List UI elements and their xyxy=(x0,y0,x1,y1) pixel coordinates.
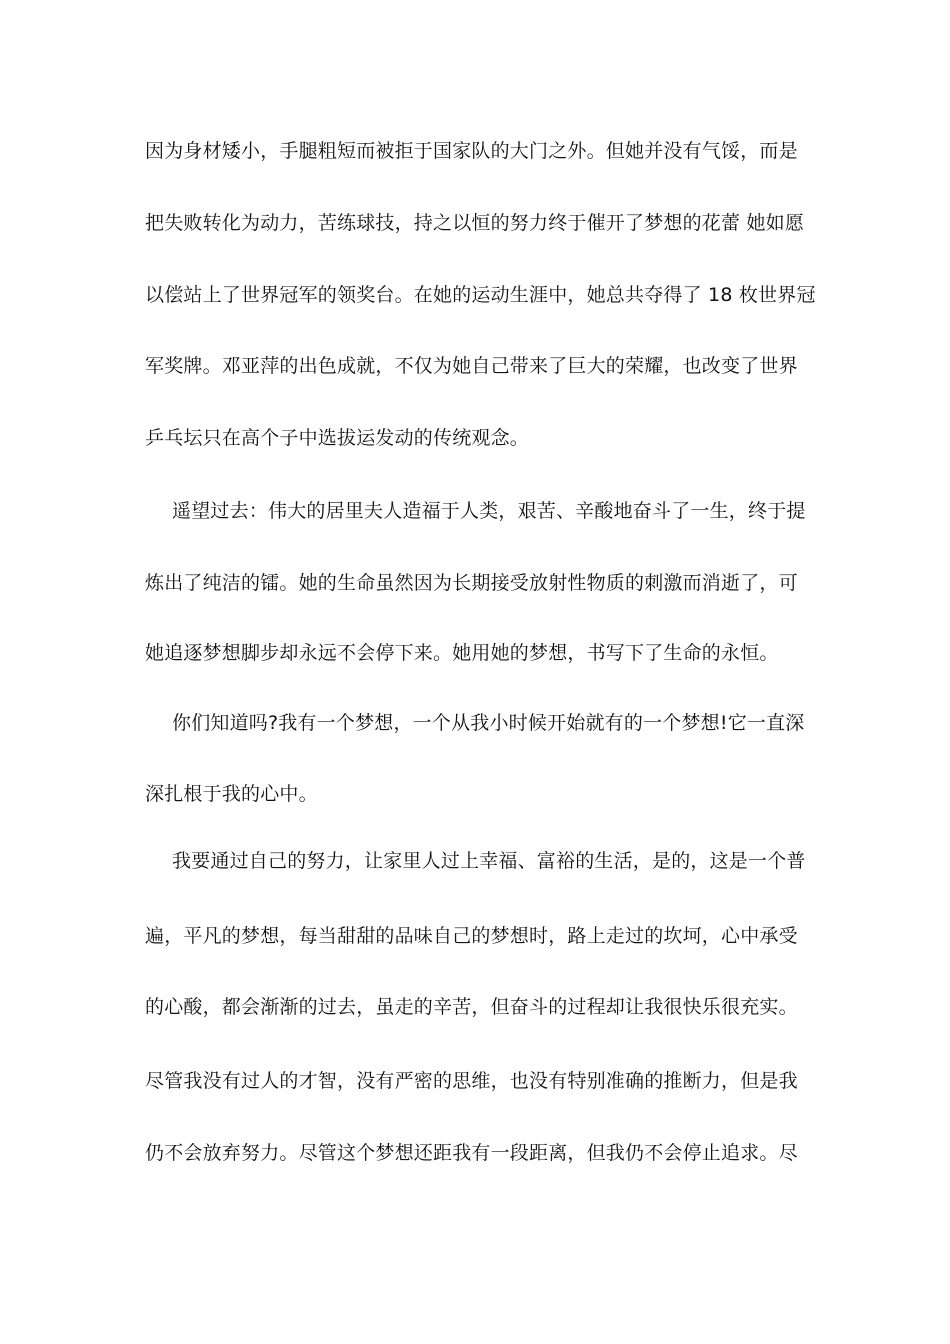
text-line: 因为身材矮小，手腿粗短而被拒于国家队的大门之外。但她并没有气馁，而是 xyxy=(145,140,798,162)
text-line: 尽管我没有过人的才智，没有严密的思维，也没有特别准确的推断力，但是我 xyxy=(145,1070,798,1092)
text-line: 深扎根于我的心中。 xyxy=(145,783,318,805)
text-line: 军奖牌。邓亚萍的出色成就，不仅为她自己带来了巨大的荣耀，也改变了世界 xyxy=(145,355,798,377)
text-line: 她追逐梦想脚步却永远不会停下来。她用她的梦想，书写下了生命的永恒。 xyxy=(145,642,779,664)
paragraph-start-line: 你们知道吗?我有一个梦想，一个从我小时候开始就有的一个梦想!它一直深 xyxy=(172,712,805,734)
text-line: 遍，平凡的梦想，每当甜甜的品味自己的梦想时，路上走过的坎坷，心中承受 xyxy=(145,925,798,947)
text-line: 仍不会放弃努力。尽管这个梦想还距我有一段距离，但我仍不会停止追求。尽 xyxy=(145,1142,798,1164)
text-line: 炼出了纯洁的镭。她的生命虽然因为长期接受放射性物质的刺激而消逝了，可 xyxy=(145,572,798,594)
text-line: 把失败转化为动力，苦练球技，持之以恒的努力终于催开了梦想的花蕾 她如愿 xyxy=(145,212,805,234)
paragraph-start-line: 我要通过自己的努力，让家里人过上幸福、富裕的生活，是的，这是一个普 xyxy=(172,850,806,872)
text-line: 以偿站上了世界冠军的领奖台。在她的运动生涯中，她总共夺得了 18 枚世界冠 xyxy=(145,284,816,306)
paragraph-start-line: 遥望过去：伟大的居里夫人造福于人类，艰苦、辛酸地奋斗了一生，终于提 xyxy=(172,500,806,522)
text-line: 乒乓坛只在高个子中选拔运发动的传统观念。 xyxy=(145,427,530,449)
text-line: 的心酸，都会渐渐的过去，虽走的辛苦，但奋斗的过程却让我很快乐很充实。 xyxy=(145,996,798,1018)
